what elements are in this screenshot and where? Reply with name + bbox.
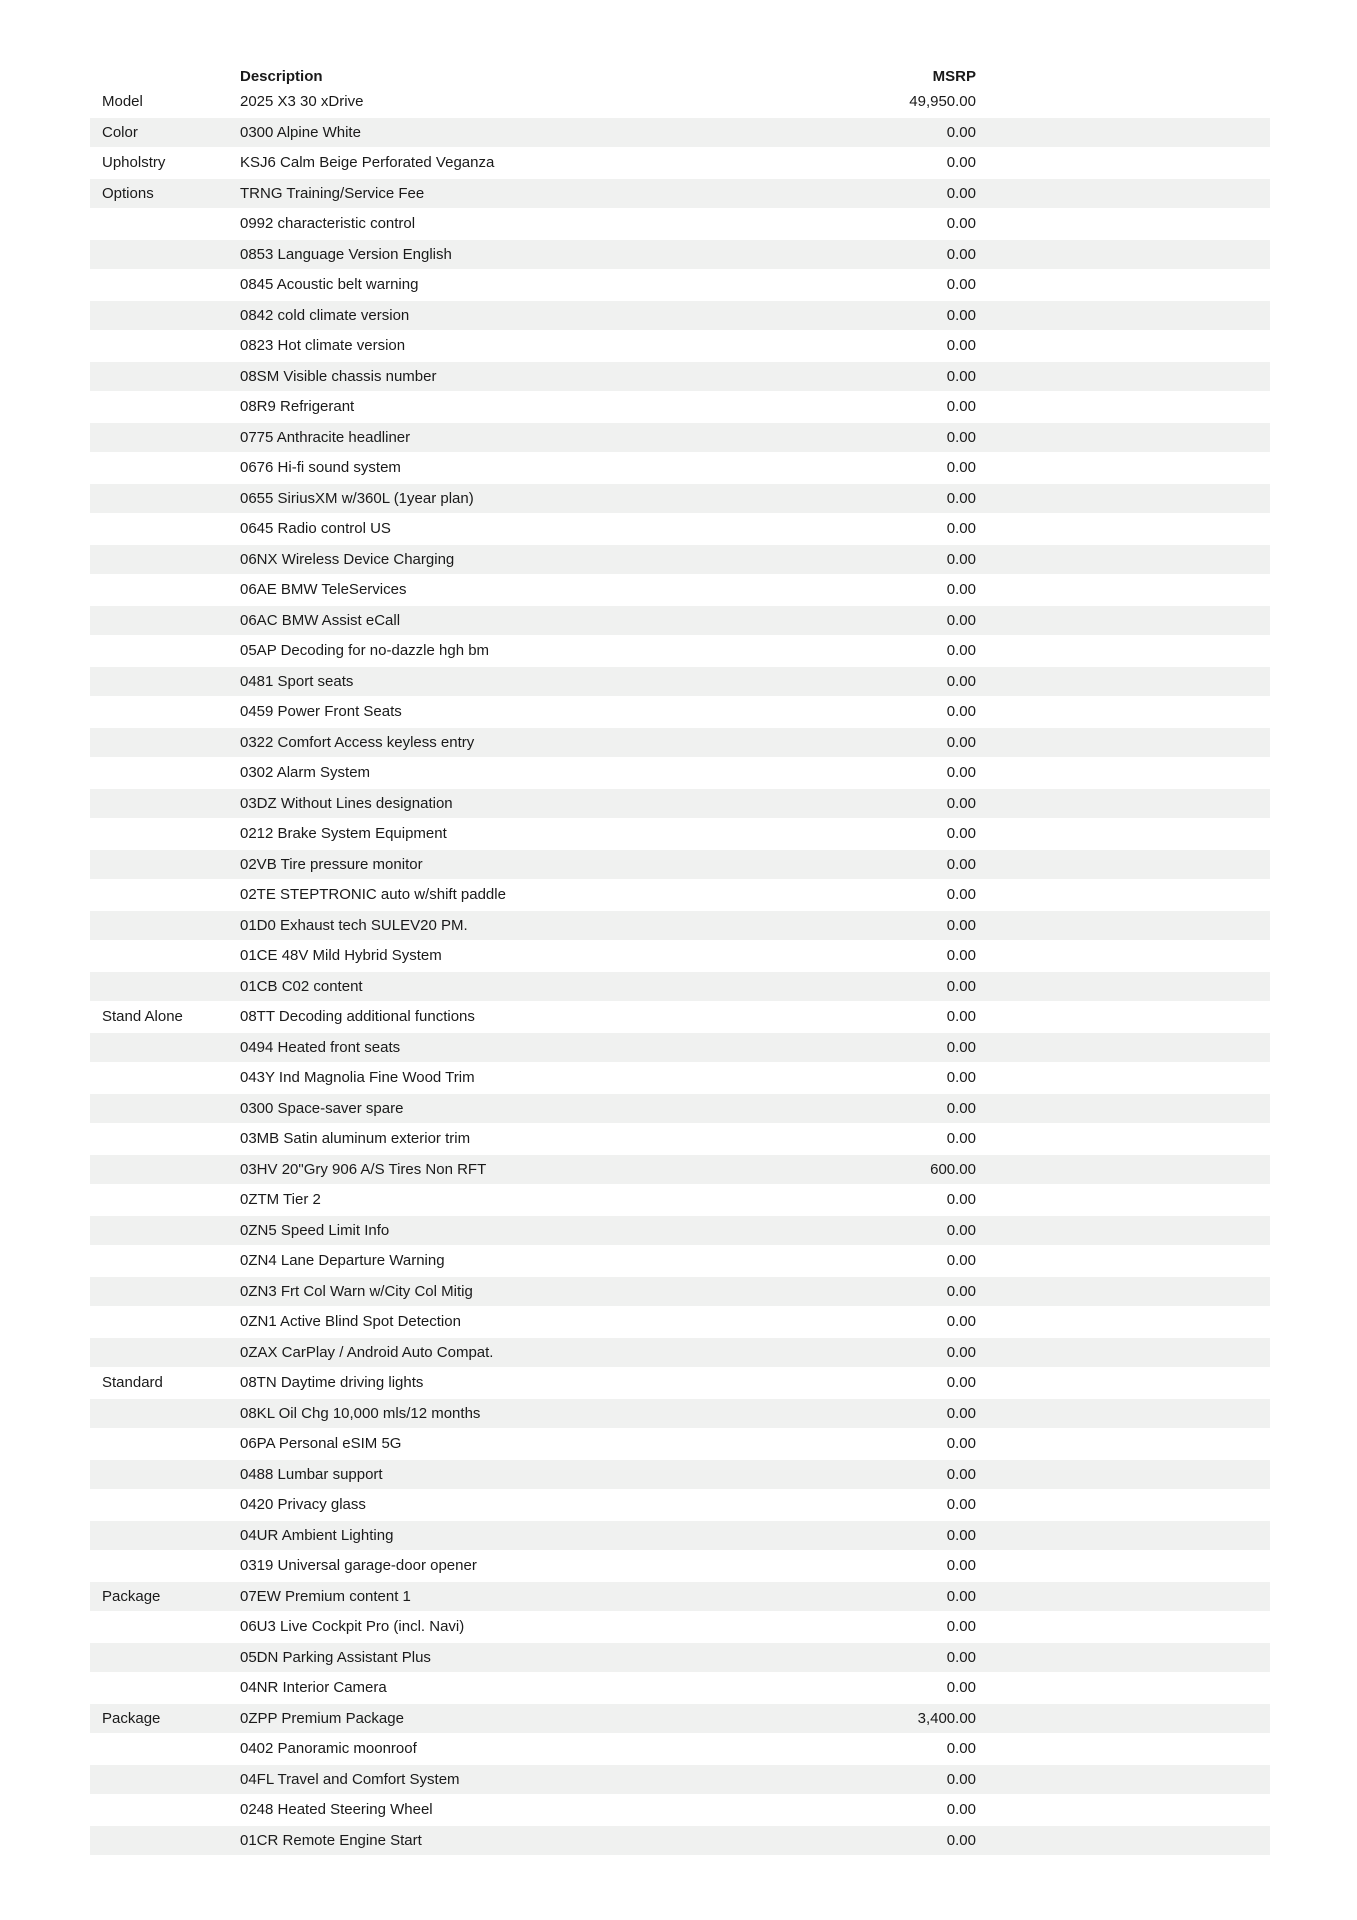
table-row xyxy=(90,392,1270,423)
header-msrp: MSRP xyxy=(932,68,976,84)
table-row xyxy=(90,514,1270,545)
row-msrp: 0.00 xyxy=(946,1436,976,1452)
row-msrp: 0.00 xyxy=(946,1192,976,1208)
row-description: 0ZN1 Active Blind Spot Detection xyxy=(240,1314,461,1330)
row-msrp: 0.00 xyxy=(946,155,976,171)
table-row xyxy=(90,1215,1270,1246)
row-msrp: 0.00 xyxy=(946,216,976,232)
table-row xyxy=(90,1795,1270,1826)
row-description: KSJ6 Calm Beige Perforated Veganza xyxy=(240,155,495,171)
table-row xyxy=(90,1551,1270,1582)
table-row xyxy=(90,1825,1270,1856)
table-row xyxy=(90,1032,1270,1063)
row-msrp: 0.00 xyxy=(946,1009,976,1025)
row-description: 0302 Alarm System xyxy=(240,765,371,781)
options-table-body xyxy=(90,87,1270,1856)
row-msrp: 0.00 xyxy=(946,1222,976,1238)
table-row xyxy=(90,331,1270,362)
table-row xyxy=(90,727,1270,758)
table-header-row xyxy=(90,62,1270,87)
row-description: 06PA Personal eSIM 5G xyxy=(240,1436,402,1452)
row-msrp: 0.00 xyxy=(946,277,976,293)
row-msrp: 0.00 xyxy=(946,1039,976,1055)
row-msrp: 0.00 xyxy=(946,1527,976,1543)
row-description: 0ZTM Tier 2 xyxy=(240,1192,321,1208)
table-row xyxy=(90,1063,1270,1094)
row-msrp: 0.00 xyxy=(946,1741,976,1757)
row-msrp: 0.00 xyxy=(946,368,976,384)
row-msrp: 3,400.00 xyxy=(917,1710,976,1726)
row-description: 0212 Brake System Equipment xyxy=(240,826,447,842)
table-row xyxy=(90,849,1270,880)
row-description: 03MB Satin aluminum exterior trim xyxy=(240,1131,471,1147)
table-row xyxy=(90,910,1270,941)
row-msrp: 0.00 xyxy=(946,1314,976,1330)
table-row xyxy=(90,1185,1270,1216)
row-description: 0853 Language Version English xyxy=(240,246,452,262)
row-description: 04FL Travel and Comfort System xyxy=(240,1771,460,1787)
row-msrp: 0.00 xyxy=(946,1466,976,1482)
table-row xyxy=(90,178,1270,209)
row-msrp: 0.00 xyxy=(946,948,976,964)
table-row xyxy=(90,636,1270,667)
row-description: 043Y Ind Magnolia Fine Wood Trim xyxy=(240,1070,475,1086)
table-row xyxy=(90,758,1270,789)
table-row xyxy=(90,422,1270,453)
table-row xyxy=(90,1429,1270,1460)
row-description: 03HV 20"Gry 906 A/S Tires Non RFT xyxy=(240,1161,487,1177)
row-msrp: 0.00 xyxy=(946,1131,976,1147)
table-row xyxy=(90,605,1270,636)
row-msrp: 0.00 xyxy=(946,1619,976,1635)
row-description: 0845 Acoustic belt warning xyxy=(240,277,419,293)
row-category: Stand Alone xyxy=(102,1009,183,1025)
row-description: 04UR Ambient Lighting xyxy=(240,1527,394,1543)
row-description: 01D0 Exhaust tech SULEV20 PM. xyxy=(240,917,468,933)
row-category: Options xyxy=(102,185,154,201)
row-description: 02VB Tire pressure monitor xyxy=(240,856,423,872)
table-row xyxy=(90,697,1270,728)
row-msrp: 0.00 xyxy=(946,917,976,933)
row-msrp: 0.00 xyxy=(946,704,976,720)
row-msrp: 0.00 xyxy=(946,1344,976,1360)
row-msrp: 0.00 xyxy=(946,246,976,262)
table-row xyxy=(90,1520,1270,1551)
row-msrp: 0.00 xyxy=(946,643,976,659)
row-description: 0823 Hot climate version xyxy=(240,338,406,354)
row-description: 06U3 Live Cockpit Pro (incl. Navi) xyxy=(240,1619,465,1635)
row-description: 03DZ Without Lines designation xyxy=(240,795,453,811)
table-row xyxy=(90,1093,1270,1124)
table-row xyxy=(90,117,1270,148)
row-msrp: 0.00 xyxy=(946,1405,976,1421)
row-msrp: 0.00 xyxy=(946,826,976,842)
row-msrp: 0.00 xyxy=(946,551,976,567)
row-msrp: 0.00 xyxy=(946,124,976,140)
row-msrp: 0.00 xyxy=(946,1283,976,1299)
row-description: 0322 Comfort Access keyless entry xyxy=(240,734,475,750)
table-row xyxy=(90,1337,1270,1368)
table-row xyxy=(90,270,1270,301)
table-row xyxy=(90,1124,1270,1155)
row-description: 0ZN3 Frt Col Warn w/City Col Mitig xyxy=(240,1283,473,1299)
table-row xyxy=(90,1581,1270,1612)
row-description: TRNG Training/Service Fee xyxy=(240,185,425,201)
row-msrp: 0.00 xyxy=(946,399,976,415)
row-description: 04NR Interior Camera xyxy=(240,1680,387,1696)
vehicle-options-table xyxy=(90,62,1270,1856)
row-description: 06NX Wireless Device Charging xyxy=(240,551,455,567)
table-row xyxy=(90,1459,1270,1490)
table-row xyxy=(90,87,1270,118)
row-msrp: 0.00 xyxy=(946,1253,976,1269)
row-description: 05AP Decoding for no-dazzle hgh bm xyxy=(240,643,490,659)
row-msrp: 0.00 xyxy=(946,429,976,445)
row-description: 0676 Hi-fi sound system xyxy=(240,460,401,476)
row-msrp: 0.00 xyxy=(946,856,976,872)
table-row xyxy=(90,1276,1270,1307)
row-description: 0488 Lumbar support xyxy=(240,1466,383,1482)
row-description: 2025 X3 30 xDrive xyxy=(240,94,364,110)
table-row xyxy=(90,239,1270,270)
row-description: 08KL Oil Chg 10,000 mls/12 months xyxy=(240,1405,481,1421)
row-msrp: 0.00 xyxy=(946,185,976,201)
row-msrp: 0.00 xyxy=(946,673,976,689)
table-row xyxy=(90,1307,1270,1338)
table-row xyxy=(90,1398,1270,1429)
row-description: 0992 characteristic control xyxy=(240,216,416,232)
row-msrp: 0.00 xyxy=(946,978,976,994)
table-row xyxy=(90,575,1270,606)
row-description: 07EW Premium content 1 xyxy=(240,1588,411,1604)
row-msrp: 0.00 xyxy=(946,1771,976,1787)
row-msrp: 0.00 xyxy=(946,1588,976,1604)
row-category: Upholstry xyxy=(102,155,166,171)
row-description: 05DN Parking Assistant Plus xyxy=(240,1649,431,1665)
row-description: 08R9 Refrigerant xyxy=(240,399,355,415)
row-category: Standard xyxy=(102,1375,163,1391)
row-msrp: 0.00 xyxy=(946,795,976,811)
row-description: 0319 Universal garage-door opener xyxy=(240,1558,477,1574)
row-description: 01CE 48V Mild Hybrid System xyxy=(240,948,442,964)
header-description: Description xyxy=(240,68,323,84)
row-description: 0842 cold climate version xyxy=(240,307,410,323)
table-row xyxy=(90,1764,1270,1795)
row-msrp: 0.00 xyxy=(946,1070,976,1086)
row-description: 0775 Anthracite headliner xyxy=(240,429,411,445)
row-msrp: 0.00 xyxy=(946,734,976,750)
table-row xyxy=(90,148,1270,179)
table-row xyxy=(90,1734,1270,1765)
row-msrp: 0.00 xyxy=(946,612,976,628)
row-description: 0ZPP Premium Package xyxy=(240,1710,404,1726)
row-description: 01CB C02 content xyxy=(240,978,363,994)
row-msrp: 0.00 xyxy=(946,460,976,476)
row-description: 0459 Power Front Seats xyxy=(240,704,402,720)
table-row xyxy=(90,880,1270,911)
row-category: Color xyxy=(102,124,138,140)
table-row xyxy=(90,1642,1270,1673)
row-msrp: 0.00 xyxy=(946,582,976,598)
row-msrp: 600.00 xyxy=(930,1161,976,1177)
row-category: Package xyxy=(102,1588,161,1604)
row-description: 0ZN4 Lane Departure Warning xyxy=(240,1253,445,1269)
row-description: 08TT Decoding additional functions xyxy=(240,1009,475,1025)
row-msrp: 0.00 xyxy=(946,1802,976,1818)
table-row xyxy=(90,788,1270,819)
row-description: 01CR Remote Engine Start xyxy=(240,1832,422,1848)
table-row xyxy=(90,361,1270,392)
row-msrp: 0.00 xyxy=(946,1649,976,1665)
row-category: Package xyxy=(102,1710,161,1726)
row-description: 0402 Panoramic moonroof xyxy=(240,1741,417,1757)
table-row xyxy=(90,1368,1270,1399)
row-description: 0420 Privacy glass xyxy=(240,1497,366,1513)
row-description: 02TE STEPTRONIC auto w/shift paddle xyxy=(240,887,506,903)
table-row xyxy=(90,209,1270,240)
table-row xyxy=(90,1703,1270,1734)
table-row xyxy=(90,453,1270,484)
row-msrp: 0.00 xyxy=(946,1375,976,1391)
table-row xyxy=(90,971,1270,1002)
row-msrp: 0.00 xyxy=(946,1832,976,1848)
row-msrp: 0.00 xyxy=(946,1680,976,1696)
row-description: 0655 SiriusXM w/360L (1year plan) xyxy=(240,490,474,506)
row-description: 0300 Space-saver spare xyxy=(240,1100,404,1116)
table-row xyxy=(90,1490,1270,1521)
row-description: 0300 Alpine White xyxy=(240,124,361,140)
row-description: 0494 Heated front seats xyxy=(240,1039,401,1055)
row-description: 06AC BMW Assist eCall xyxy=(240,612,401,628)
table-row xyxy=(90,483,1270,514)
table-row xyxy=(90,1154,1270,1185)
table-row xyxy=(90,1673,1270,1704)
row-msrp: 49,950.00 xyxy=(909,94,976,110)
row-description: 0ZAX CarPlay / Android Auto Compat. xyxy=(240,1344,494,1360)
row-description: 08SM Visible chassis number xyxy=(240,368,437,384)
table-row xyxy=(90,941,1270,972)
row-description: 0481 Sport seats xyxy=(240,673,354,689)
row-msrp: 0.00 xyxy=(946,338,976,354)
row-msrp: 0.00 xyxy=(946,1100,976,1116)
row-category: Model xyxy=(102,94,143,110)
row-description: 0645 Radio control US xyxy=(240,521,391,537)
row-msrp: 0.00 xyxy=(946,521,976,537)
row-description: 06AE BMW TeleServices xyxy=(240,582,407,598)
row-description: 08TN Daytime driving lights xyxy=(240,1375,424,1391)
table-row xyxy=(90,666,1270,697)
table-row xyxy=(90,300,1270,331)
row-description: 0248 Heated Steering Wheel xyxy=(240,1802,433,1818)
table-row xyxy=(90,1002,1270,1033)
row-msrp: 0.00 xyxy=(946,1558,976,1574)
row-msrp: 0.00 xyxy=(946,490,976,506)
row-msrp: 0.00 xyxy=(946,887,976,903)
row-description: 0ZN5 Speed Limit Info xyxy=(240,1222,390,1238)
row-msrp: 0.00 xyxy=(946,307,976,323)
row-msrp: 0.00 xyxy=(946,765,976,781)
table-row xyxy=(90,544,1270,575)
table-row xyxy=(90,1612,1270,1643)
table-row xyxy=(90,819,1270,850)
row-msrp: 0.00 xyxy=(946,1497,976,1513)
table-row xyxy=(90,1246,1270,1277)
